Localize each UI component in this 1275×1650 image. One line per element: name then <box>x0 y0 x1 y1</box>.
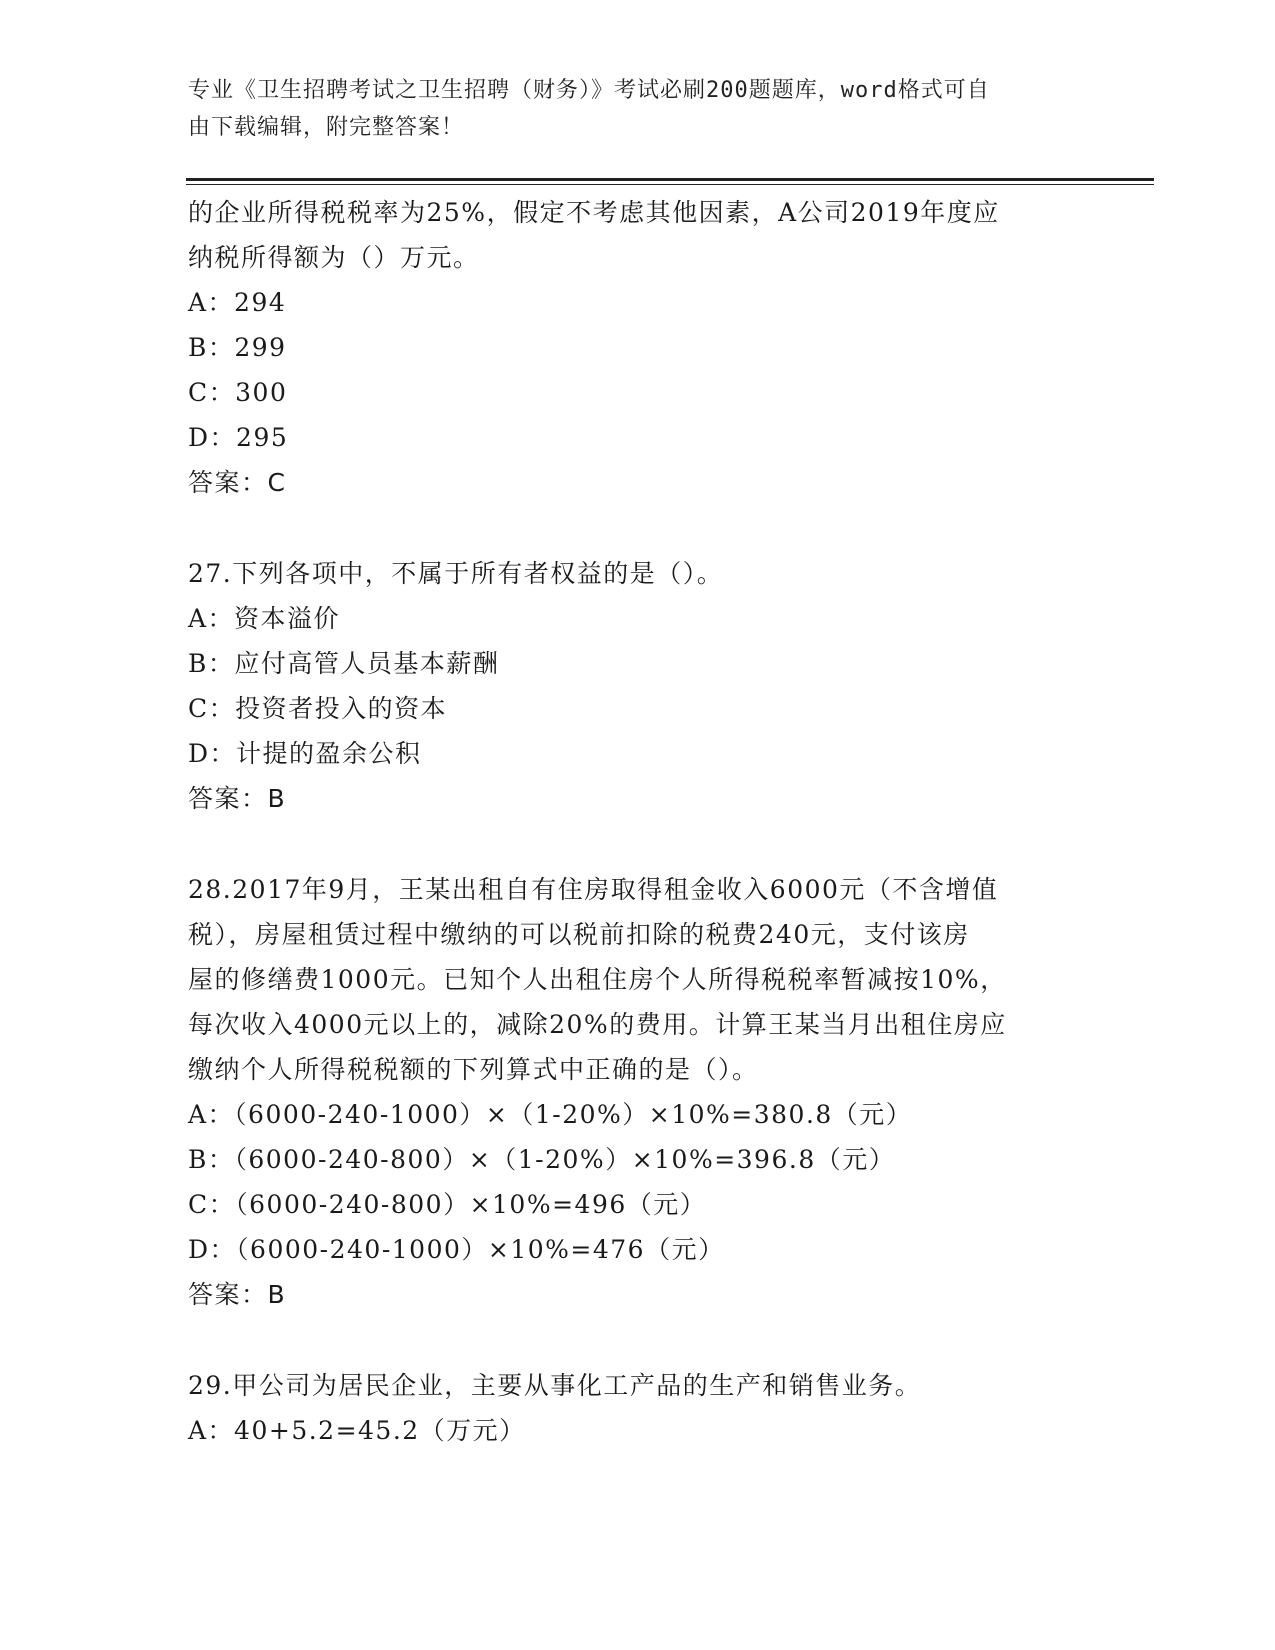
header-line-1: 专业《卫生招聘考试之卫生招聘（财务）》考试必刷200题题库，word格式可自 <box>188 78 990 103</box>
option-b: B：应付高管人员基本薪酬 <box>188 649 500 678</box>
spacer <box>188 1317 1068 1363</box>
option-d: D：（6000-240-1000）×10%=476（元） <box>188 1235 725 1264</box>
option-a: A：294 <box>188 288 287 317</box>
option-c: C：300 <box>188 378 288 407</box>
question-text: 每次收入4000元以上的，减除20%的费用。计算王某当月出租住房应 <box>188 1010 1007 1039</box>
question-28 <box>188 867 1068 1317</box>
option-d: D：计提的盈余公积 <box>188 739 422 768</box>
option-b: B：（6000-240-800）×（1-20%）×10%=396.8（元） <box>188 1145 896 1174</box>
question-text: 屋的修缮费1000元。已知个人出租住房个人所得税税率暂减按10%， <box>188 965 1007 994</box>
header-line-2: 由下载编辑，附完整答案！ <box>188 115 465 140</box>
option-b: B：299 <box>188 333 287 362</box>
option-a: A：资本溢价 <box>188 604 341 633</box>
option-c: C：投资者投入的资本 <box>188 694 448 723</box>
spacer <box>188 505 1068 551</box>
answer-line: 答案：B <box>188 1280 287 1309</box>
question-list <box>188 190 1068 1453</box>
option-a: A：40+5.2=45.2（万元） <box>188 1416 526 1445</box>
question-text: 纳税所得额为（）万元。 <box>188 243 480 272</box>
header-divider-thick <box>186 178 1154 181</box>
document-header <box>188 72 1068 146</box>
header-divider-thin <box>186 184 1154 185</box>
answer-line: 答案：C <box>188 468 287 497</box>
question-text: 27.下列各项中，不属于所有者权益的是（）。 <box>188 559 724 588</box>
spacer <box>188 821 1068 867</box>
question-27 <box>188 551 1068 821</box>
question-26 <box>188 190 1068 505</box>
question-29 <box>188 1363 1068 1453</box>
question-text: 缴纳个人所得税税额的下列算式中正确的是（）。 <box>188 1055 759 1084</box>
answer-line: 答案：B <box>188 784 287 813</box>
option-d: D：295 <box>188 423 289 452</box>
option-c: C：（6000-240-800）×10%=496（元） <box>188 1190 707 1219</box>
question-text: 税），房屋租赁过程中缴纳的可以税前扣除的税费240元，支付该房 <box>188 920 970 949</box>
question-text: 29.甲公司为居民企业，主要从事化工产品的生产和销售业务。 <box>188 1371 922 1400</box>
question-text: 28.2017年9月，王某出租自有住房取得租金收入6000元（不含增值 <box>188 875 999 904</box>
question-text: 的企业所得税税率为25%，假定不考虑其他因素，A公司2019年度应 <box>188 198 1000 227</box>
option-a: A：（6000-240-1000）×（1-20%）×10%=380.8（元） <box>188 1100 913 1129</box>
